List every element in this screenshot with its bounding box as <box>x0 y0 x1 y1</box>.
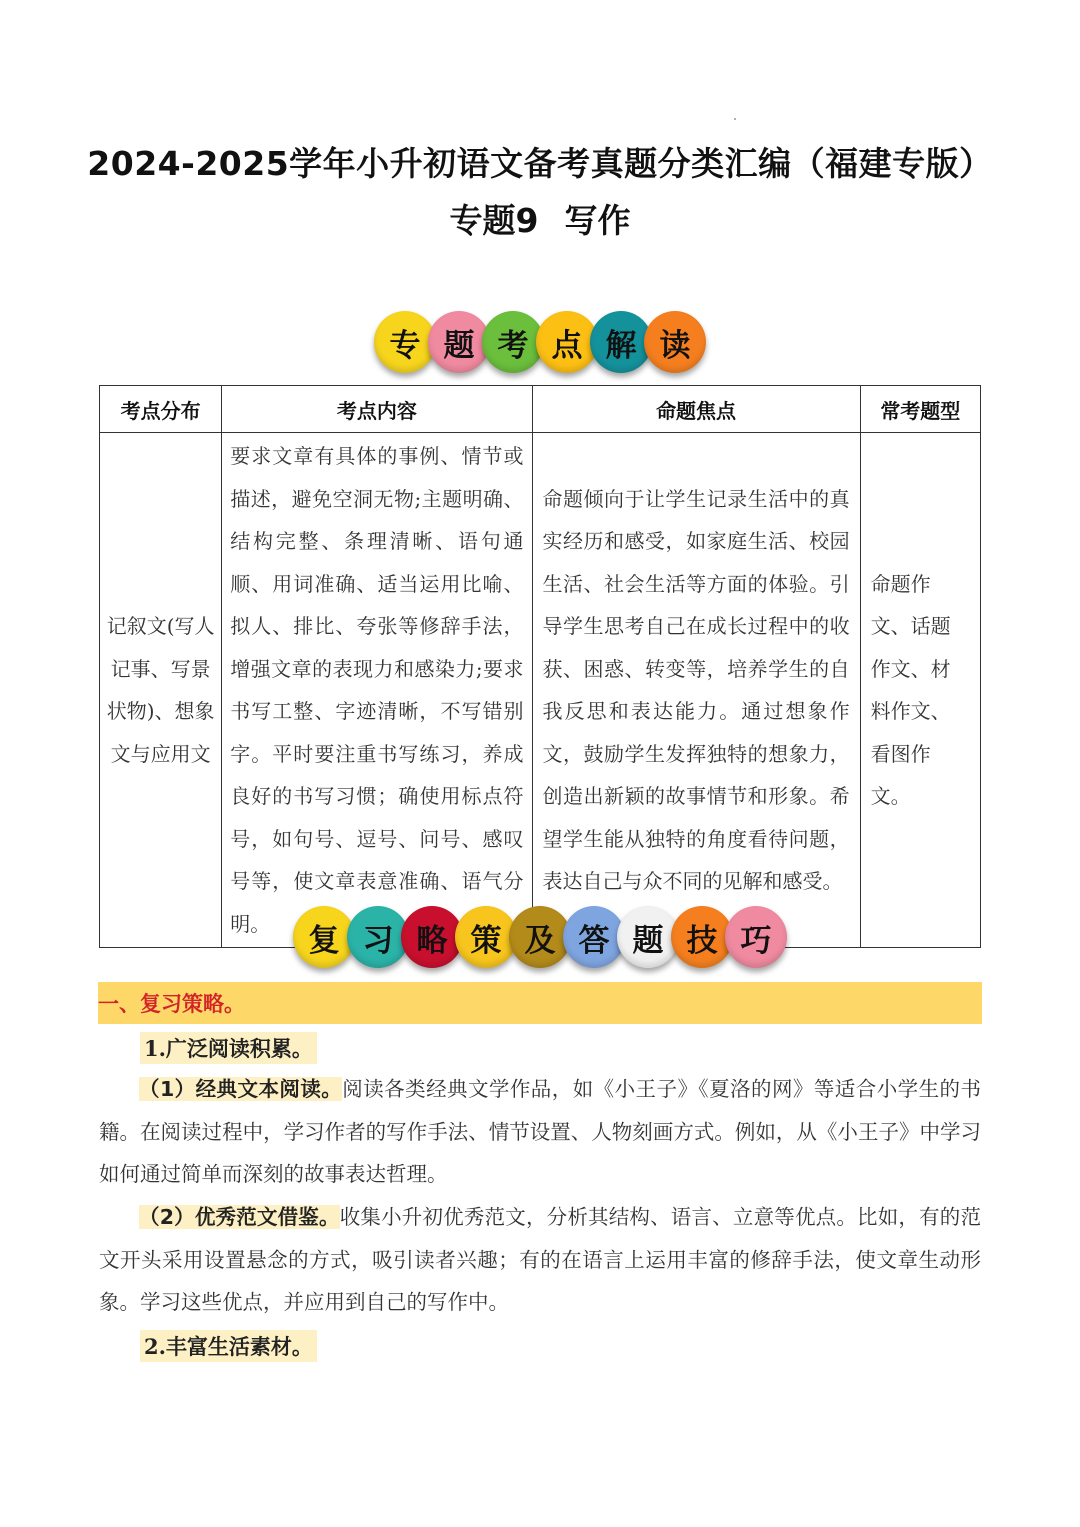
item-heading-2: 2.丰富生活素材。 <box>140 1330 317 1362</box>
table-header-row <box>100 386 981 433</box>
cell-content: 要求文章有具体的事例、情节或描述，避免空洞无物;主题明确、结构完整、条理清晰、语句通顺、用词准确、适当运用比喻、拟人、排比、夸张等修辞手法，增强文章的表现力和感染力;要求书写工整、字迹清晰，不写错别字。平时要注重书写练习，养成良好的书写习惯；确使用标点符号，如句号、逗号、问号、感叹号等，使文章表意准确、语气分明。 <box>222 433 532 948</box>
banner2-bubble: 及 <box>509 906 571 968</box>
paragraph-label: （1）经典文本阅读。 <box>139 1077 343 1101</box>
banner2-bubble: 技 <box>671 906 733 968</box>
banner-review-strategy <box>0 906 1080 968</box>
header-distribution: 考点分布 <box>100 386 222 433</box>
stray-dot <box>734 118 736 120</box>
item-heading-1: 1.广泛阅读积累。 <box>140 1032 317 1064</box>
banner2-bubble: 复 <box>293 906 355 968</box>
banner1-bubble: 题 <box>428 311 490 373</box>
header-content: 考点内容 <box>222 386 532 433</box>
subtitle-topic: 写作 <box>564 201 631 240</box>
section-heading: 一、复习策略。 <box>98 992 245 1016</box>
banner-topic-interpretation <box>0 311 1080 373</box>
banner2-bubble: 略 <box>401 906 463 968</box>
paragraph-label: （2）优秀范文借鉴。 <box>139 1205 340 1229</box>
paragraph-text: 收集小升初优秀范文，分析其结构、语言、立意等优点。比如，有的范文开头采用设置悬念的方式，吸引读者兴趣；有的在语言上运用丰富的修辞手法，使文章生动形象。学习这些优点，并应用到自己的写作中。 <box>99 1205 982 1314</box>
banner1-bubble: 读 <box>644 311 706 373</box>
header-types: 常考题型 <box>860 386 980 433</box>
banner1-bubble: 专 <box>374 311 436 373</box>
exam-points-table <box>99 385 981 948</box>
banner2-bubble: 习 <box>347 906 409 968</box>
banner2-bubble: 答 <box>563 906 625 968</box>
table-row <box>100 433 981 948</box>
header-focus: 命题焦点 <box>532 386 860 433</box>
banner2-bubble: 策 <box>455 906 517 968</box>
section-heading-bar <box>98 982 982 1024</box>
paragraph-classic-reading <box>99 1068 981 1196</box>
banner1-bubble: 点 <box>536 311 598 373</box>
page-title: 2024-2025学年小升初语文备考真题分类汇编（福建专版） <box>87 144 993 183</box>
cell-focus: 命题倾向于让学生记录生活中的真实经历和感受，如家庭生活、校园生活、社会生活等方面的体验。引导学生思考自己在成长过程中的收获、困惑、转变等，培养学生的自我反思和表达能力。通过想象作文，鼓励学生发挥独特的想象力，创造出新颖的故事情节和形象。希望学生能从独特的角度看待问题，表达自己与众不同的见解和感受。 <box>532 433 860 948</box>
page-subtitle <box>0 195 1080 242</box>
paragraph-model-essays <box>99 1196 981 1324</box>
banner2-bubble: 巧 <box>725 906 787 968</box>
subtitle-number: 专题9 <box>449 201 539 240</box>
paragraph-text: 阅读各类经典文学作品，如《小王子》《夏洛的网》等适合小学生的书籍。在阅读过程中，学习作者的写作手法、情节设置、人物刻画方式。例如，从《小王子》中学习如何通过简单而深刻的故事表达哲理。 <box>99 1077 982 1186</box>
cell-distribution: 记叙文(写人记事、写景状物)、想象文与应用文 <box>100 433 222 948</box>
banner1-bubble: 考 <box>482 311 544 373</box>
cell-types: 命题作文、话题作文、材料作文、看图作文。 <box>860 433 980 948</box>
banner1-bubble: 解 <box>590 311 652 373</box>
banner2-bubble: 题 <box>617 906 679 968</box>
